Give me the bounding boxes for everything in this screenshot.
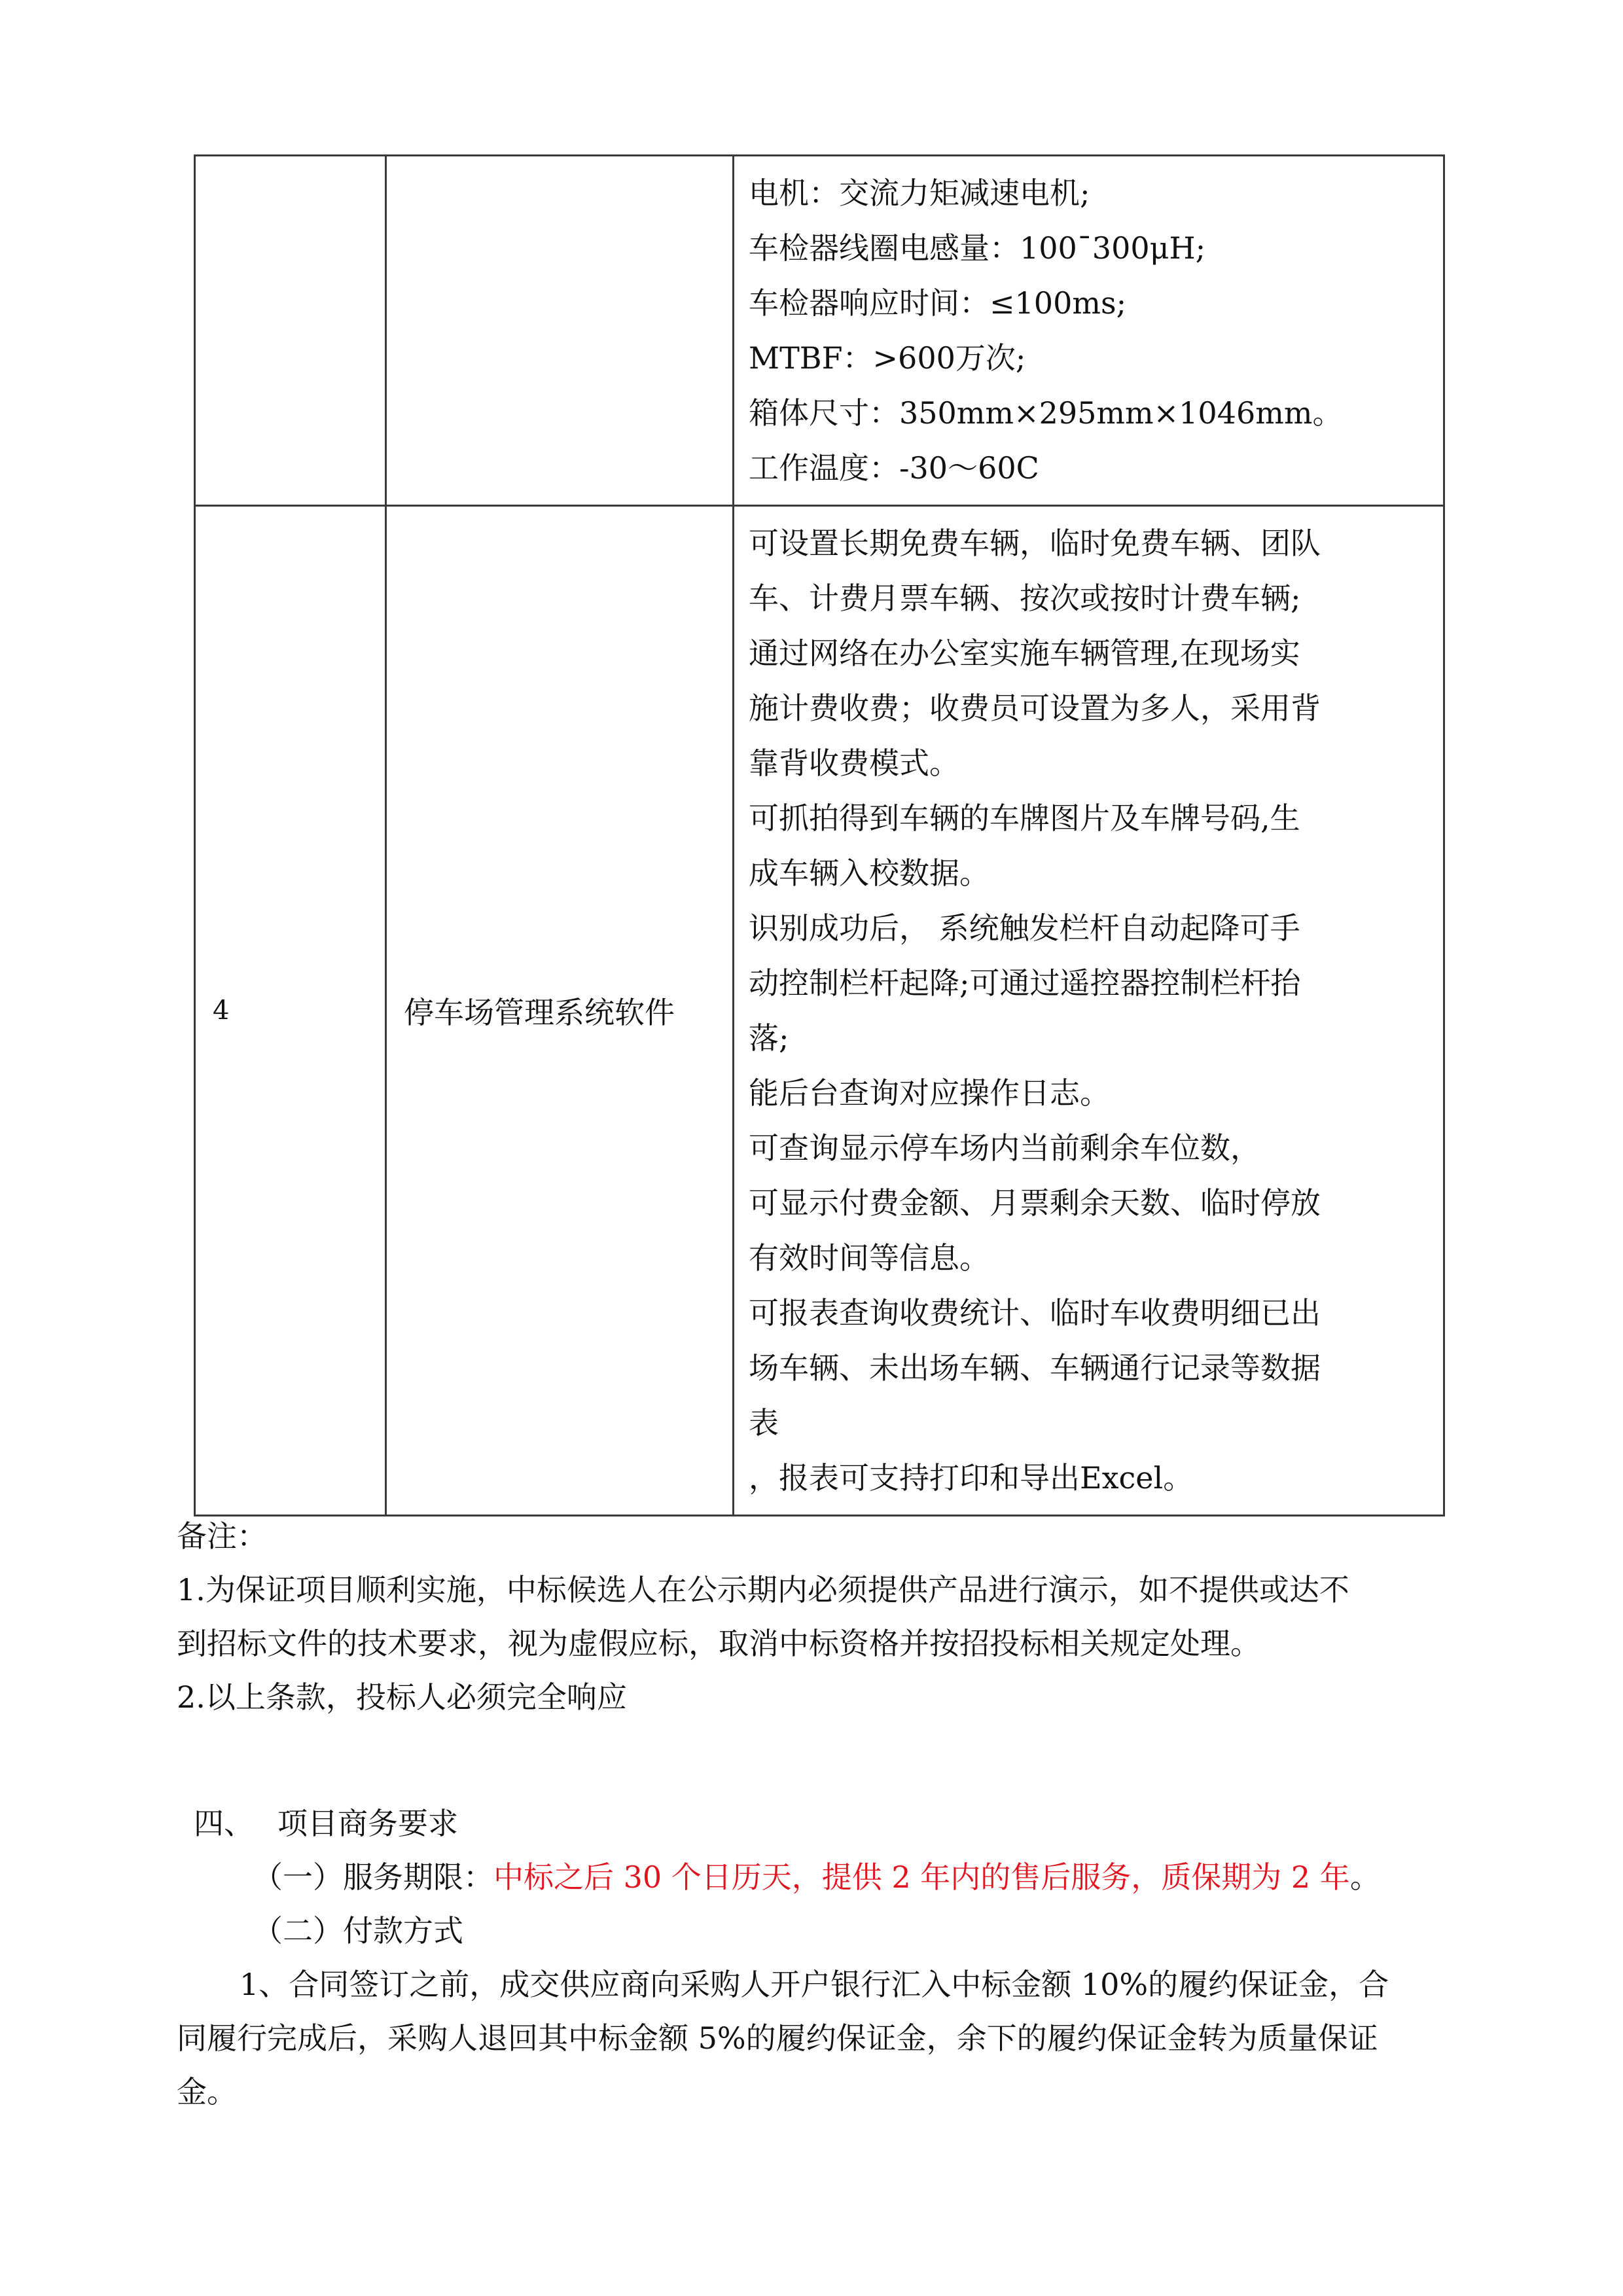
desc-line: ，报表可支持打印和导出Excel。	[749, 1460, 1194, 1496]
section-number: 四、	[194, 1806, 254, 1841]
table-row	[195, 156, 1444, 506]
desc-line: 车检器线圈电感量：100¯300μH;	[749, 230, 1206, 266]
desc-line: 成车辆入校数据。	[749, 855, 990, 891]
service-label: （一）服务期限：	[253, 1859, 493, 1895]
para-line-1: 1、合同签订之前，成交供应商向采购人开户银行汇入中标金额 10%的履约保证金，合	[240, 1967, 1389, 2002]
row-name-cell	[386, 156, 734, 506]
desc-line: 能后台查询对应操作日志。	[749, 1075, 1110, 1111]
desc-line: 靠背收费模式。	[749, 745, 959, 781]
desc-line: 可显示付费金额、月票剩余天数、临时停放	[749, 1185, 1321, 1221]
desc-line: 场车辆、未出场车辆、车辆通行记录等数据	[749, 1350, 1321, 1386]
desc-line: 车检器响应时间：≤100ms;	[749, 285, 1127, 321]
note-item-1-line-1: 1.为保证项目顺利实施，中标候选人在公示期内必须提供产品进行演示，如不提供或达不	[177, 1572, 1349, 1607]
desc-line: 可抓拍得到车辆的车牌图片及车牌号码,生	[749, 800, 1300, 836]
desc-line: 可查询显示停车场内当前剩余车位数，	[749, 1130, 1260, 1166]
row-number-cell: 4	[195, 506, 386, 1516]
payment-paragraph	[240, 1958, 1483, 2011]
para-line-2: 同履行完成后，采购人退回其中标金额 5%的履约保证金，余下的履约保证金转为质量保证	[177, 2020, 1378, 2056]
desc-line: 电机：交流力矩减速电机;	[749, 175, 1090, 211]
notes-heading: 备注：	[177, 1518, 267, 1554]
service-end: 。	[1349, 1859, 1380, 1895]
row-name-cell: 停车场管理系统软件	[386, 506, 734, 1516]
desc-line: 车、计费月票车辆、按次或按时计费车辆;	[749, 581, 1301, 616]
desc-line: 通过网络在办公室实施车辆管理,在现场实	[749, 636, 1300, 671]
payment-paragraph-cont	[177, 2011, 1479, 2119]
desc-line: 落;	[749, 1020, 789, 1056]
desc-line: 施计费收费；收费员可设置为多人，采用背	[749, 691, 1321, 726]
section-title: 项目商务要求	[277, 1806, 458, 1841]
payment-label: （二）付款方式	[253, 1913, 463, 1948]
desc-line: 可报表查询收费统计、临时车收费明细已出	[749, 1295, 1321, 1331]
desc-line: 表	[749, 1405, 779, 1441]
row-desc-cell	[734, 506, 1444, 1516]
section-heading	[194, 1797, 1466, 1850]
notes-section	[177, 1509, 1466, 1724]
desc-line: MTBF：>600万次;	[749, 340, 1026, 376]
desc-line: 识别成功后， 系统触发栏杆自动起降可手	[749, 910, 1300, 946]
business-section	[194, 1797, 1466, 1958]
desc-line: 箱体尺寸：350mm×295mm×1046mm。	[749, 395, 1343, 431]
desc-line: 动控制栏杆起降;可通过遥控器控制栏杆抬	[749, 965, 1301, 1001]
desc-line: 可设置长期免费车辆，临时免费车辆、团队	[749, 526, 1321, 561]
note-item-1-line-2: 到招标文件的技术要求，视为虚假应标，取消中标资格并按招投标相关规定处理。	[177, 1626, 1260, 1661]
service-value: 中标之后 30 个日历天，提供 2 年内的售后服务，质保期为 2 年	[493, 1859, 1350, 1895]
desc-line: 有效时间等信息。	[749, 1240, 990, 1276]
spec-table	[194, 154, 1445, 1516]
note-item-2: 2.以上条款，投标人必须完全响应	[177, 1679, 627, 1715]
para-line-3: 金。	[177, 2074, 237, 2109]
table-row	[195, 506, 1444, 1516]
row-number-cell	[195, 156, 386, 506]
service-period	[194, 1850, 1466, 1904]
row-desc-cell	[734, 156, 1444, 506]
desc-line: 工作温度：-30～60C	[749, 450, 1039, 486]
